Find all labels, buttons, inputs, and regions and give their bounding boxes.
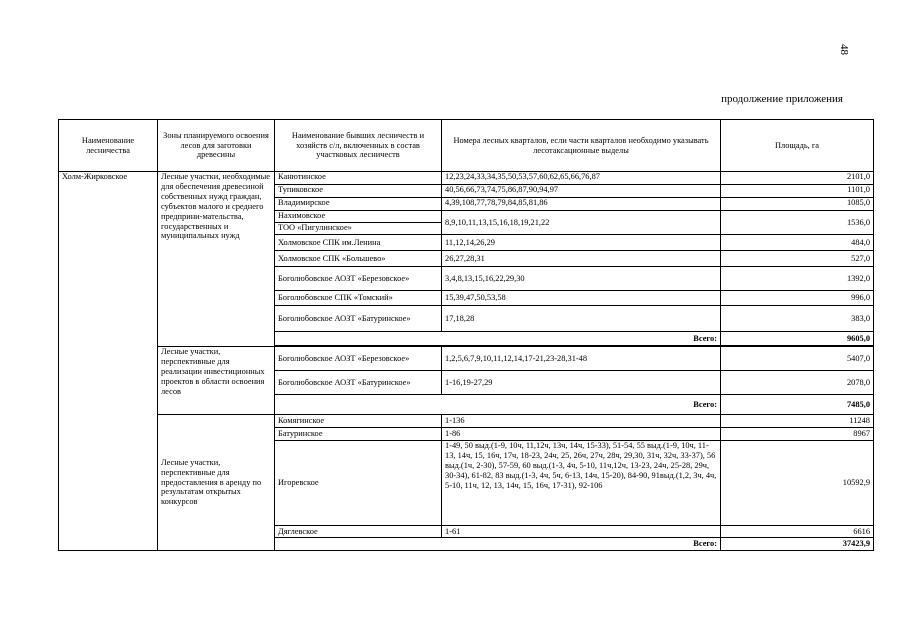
farm-cell: Боголюбовское АОЗТ «Батуринское»: [275, 371, 442, 395]
total-value: 9605,0: [721, 332, 874, 346]
zone-3: Лесные участки, перспективные для предоставления в аренду по результатам открытых конкурсов: [158, 415, 275, 551]
area-cell: 5407,0: [721, 347, 874, 371]
farm-cell: Владимирское: [275, 198, 442, 211]
header-forestry: Наименование лесничества: [59, 120, 158, 172]
quarters-cell: 11,12,14,26,29: [442, 235, 721, 251]
area-cell: 8967: [721, 428, 874, 441]
quarters-cell: 26,27,28,31: [442, 251, 721, 267]
table-row: [59, 172, 874, 185]
area-cell: 484,0: [721, 235, 874, 251]
quarters-cell: 15,39,47,50,53,58: [442, 291, 721, 306]
farm-cell: Боголюбовское АОЗТ «Березовское»: [275, 267, 442, 291]
area-cell: 1101,0: [721, 185, 874, 198]
farm-cell: Игоревское: [275, 441, 442, 526]
area-cell: 10592,9: [721, 441, 874, 526]
farm-cell: Нахимовское: [275, 211, 442, 223]
quarters-cell: 1-16,19-27,29: [442, 371, 721, 395]
quarters-cell: 40,56,66,73,74,75,86,87,90,94,97: [442, 185, 721, 198]
header-zone: Зоны планируемого освоения лесов для заготовки древесины: [158, 120, 275, 172]
quarters-cell: 17,18,28: [442, 306, 721, 332]
zone-1: Лесные участки, необходимые для обеспечения древесиной собственных нужд граждан, субъектов малого и среднего предприни-мательства, государственных и муниципальных нужд: [158, 172, 275, 347]
area-cell: 6616: [721, 526, 874, 538]
quarters-cell: 1-61: [442, 526, 721, 538]
caption: продолжение приложения: [721, 93, 843, 105]
area-cell: 527,0: [721, 251, 874, 267]
farm-cell: Боголюбовское СПК «Томский»: [275, 291, 442, 306]
farm-cell: Боголюбовское АОЗТ «Березовское»: [275, 347, 442, 371]
total-label: Всего:: [275, 538, 721, 551]
header-row: [59, 120, 874, 172]
farm-cell: Комягинское: [275, 415, 442, 428]
header-farm: Наименование бывших лесничеств и хозяйств с/л, включенных в состав участковых лесничеств: [275, 120, 442, 172]
quarters-cell: 12,23,24,33,34,35,50,53,57,60,62,65,66,76,87: [442, 172, 721, 185]
total-label: Всего:: [275, 332, 721, 346]
table-row: [59, 415, 874, 428]
area-cell: 383,0: [721, 306, 874, 332]
farm-cell: Батуринское: [275, 428, 442, 441]
area-cell: 1392,0: [721, 267, 874, 291]
quarters-cell: 1-136: [442, 415, 721, 428]
forestry-name: Холм-Жирковское: [59, 172, 158, 551]
total-value: 37423,9: [721, 538, 874, 551]
zone-2: Лесные участки, перспективные для реализации инвестиционных проектов в области освоения лесов: [158, 347, 275, 415]
header-area: Площадь, га: [721, 120, 874, 172]
farm-cell: Тупиковское: [275, 185, 442, 198]
quarters-cell: 3,4,8,13,15,16,22,29,30: [442, 267, 721, 291]
farm-cell: Канютинское: [275, 172, 442, 185]
quarters-cell: 1,2,5,6,7,9,10,11,12,14,17-21,23-28,31-48: [442, 347, 721, 371]
quarters-cell: 1-86: [442, 428, 721, 441]
farm-cell: ТОО «Пигулинское»: [275, 223, 442, 235]
area-cell: 2101,0: [721, 172, 874, 185]
table-row: [59, 347, 874, 371]
quarters-cell: 8,9,10,11,13,15,16,18,19,21,22: [442, 211, 721, 235]
farm-cell: Холмовское СПК «Большево»: [275, 251, 442, 267]
area-cell: 11248: [721, 415, 874, 428]
farm-cell: Холмовское СПК им.Ленина: [275, 235, 442, 251]
page-number: 48: [838, 44, 850, 55]
total-value: 7485,0: [721, 395, 874, 415]
area-cell: 1536,0: [721, 211, 874, 235]
area-cell: 1085,0: [721, 198, 874, 211]
area-cell: 2078,0: [721, 371, 874, 395]
header-quarters: Номера лесных кварталов, если части кварталов необходимо указывать лесотаксационные выделы: [442, 120, 721, 172]
forest-table: [58, 119, 874, 551]
quarters-cell: 4,39,108,77,78,79,84,85,81,86: [442, 198, 721, 211]
total-label: Всего:: [275, 395, 721, 415]
farm-cell: Дяглевское: [275, 526, 442, 538]
farm-cell: Боголюбовское АОЗТ «Батуринское»: [275, 306, 442, 332]
area-cell: 996,0: [721, 291, 874, 306]
quarters-cell: 1-49, 50 выд.(1-9, 10ч, 11,12ч, 13ч, 14ч, 15-33), 51-54, 55 выд.(1-9, 10ч, 11-13, 14ч, 15, 16ч, 17ч, 18-23, 24ч, 25, 26ч, 27ч, 28ч, 29,30, 31ч, 32ч, 33-37), 56 выд.(1ч, 2-30), 57-59, 60 выд.(1-3, 4ч, 5-10, 11ч,12ч, 13-23, 24ч, 25-28, 29ч, 30-34), 61-82, 83 выд.(1-3, 4ч, 5ч, 6-13, 14ч, 15-20), 84-90, 91выд.(1,2, 3ч, 4ч, 5-10, 11ч, 12, 13, 14ч, 15, 16ч, 17-31), 92-106: [442, 441, 721, 526]
